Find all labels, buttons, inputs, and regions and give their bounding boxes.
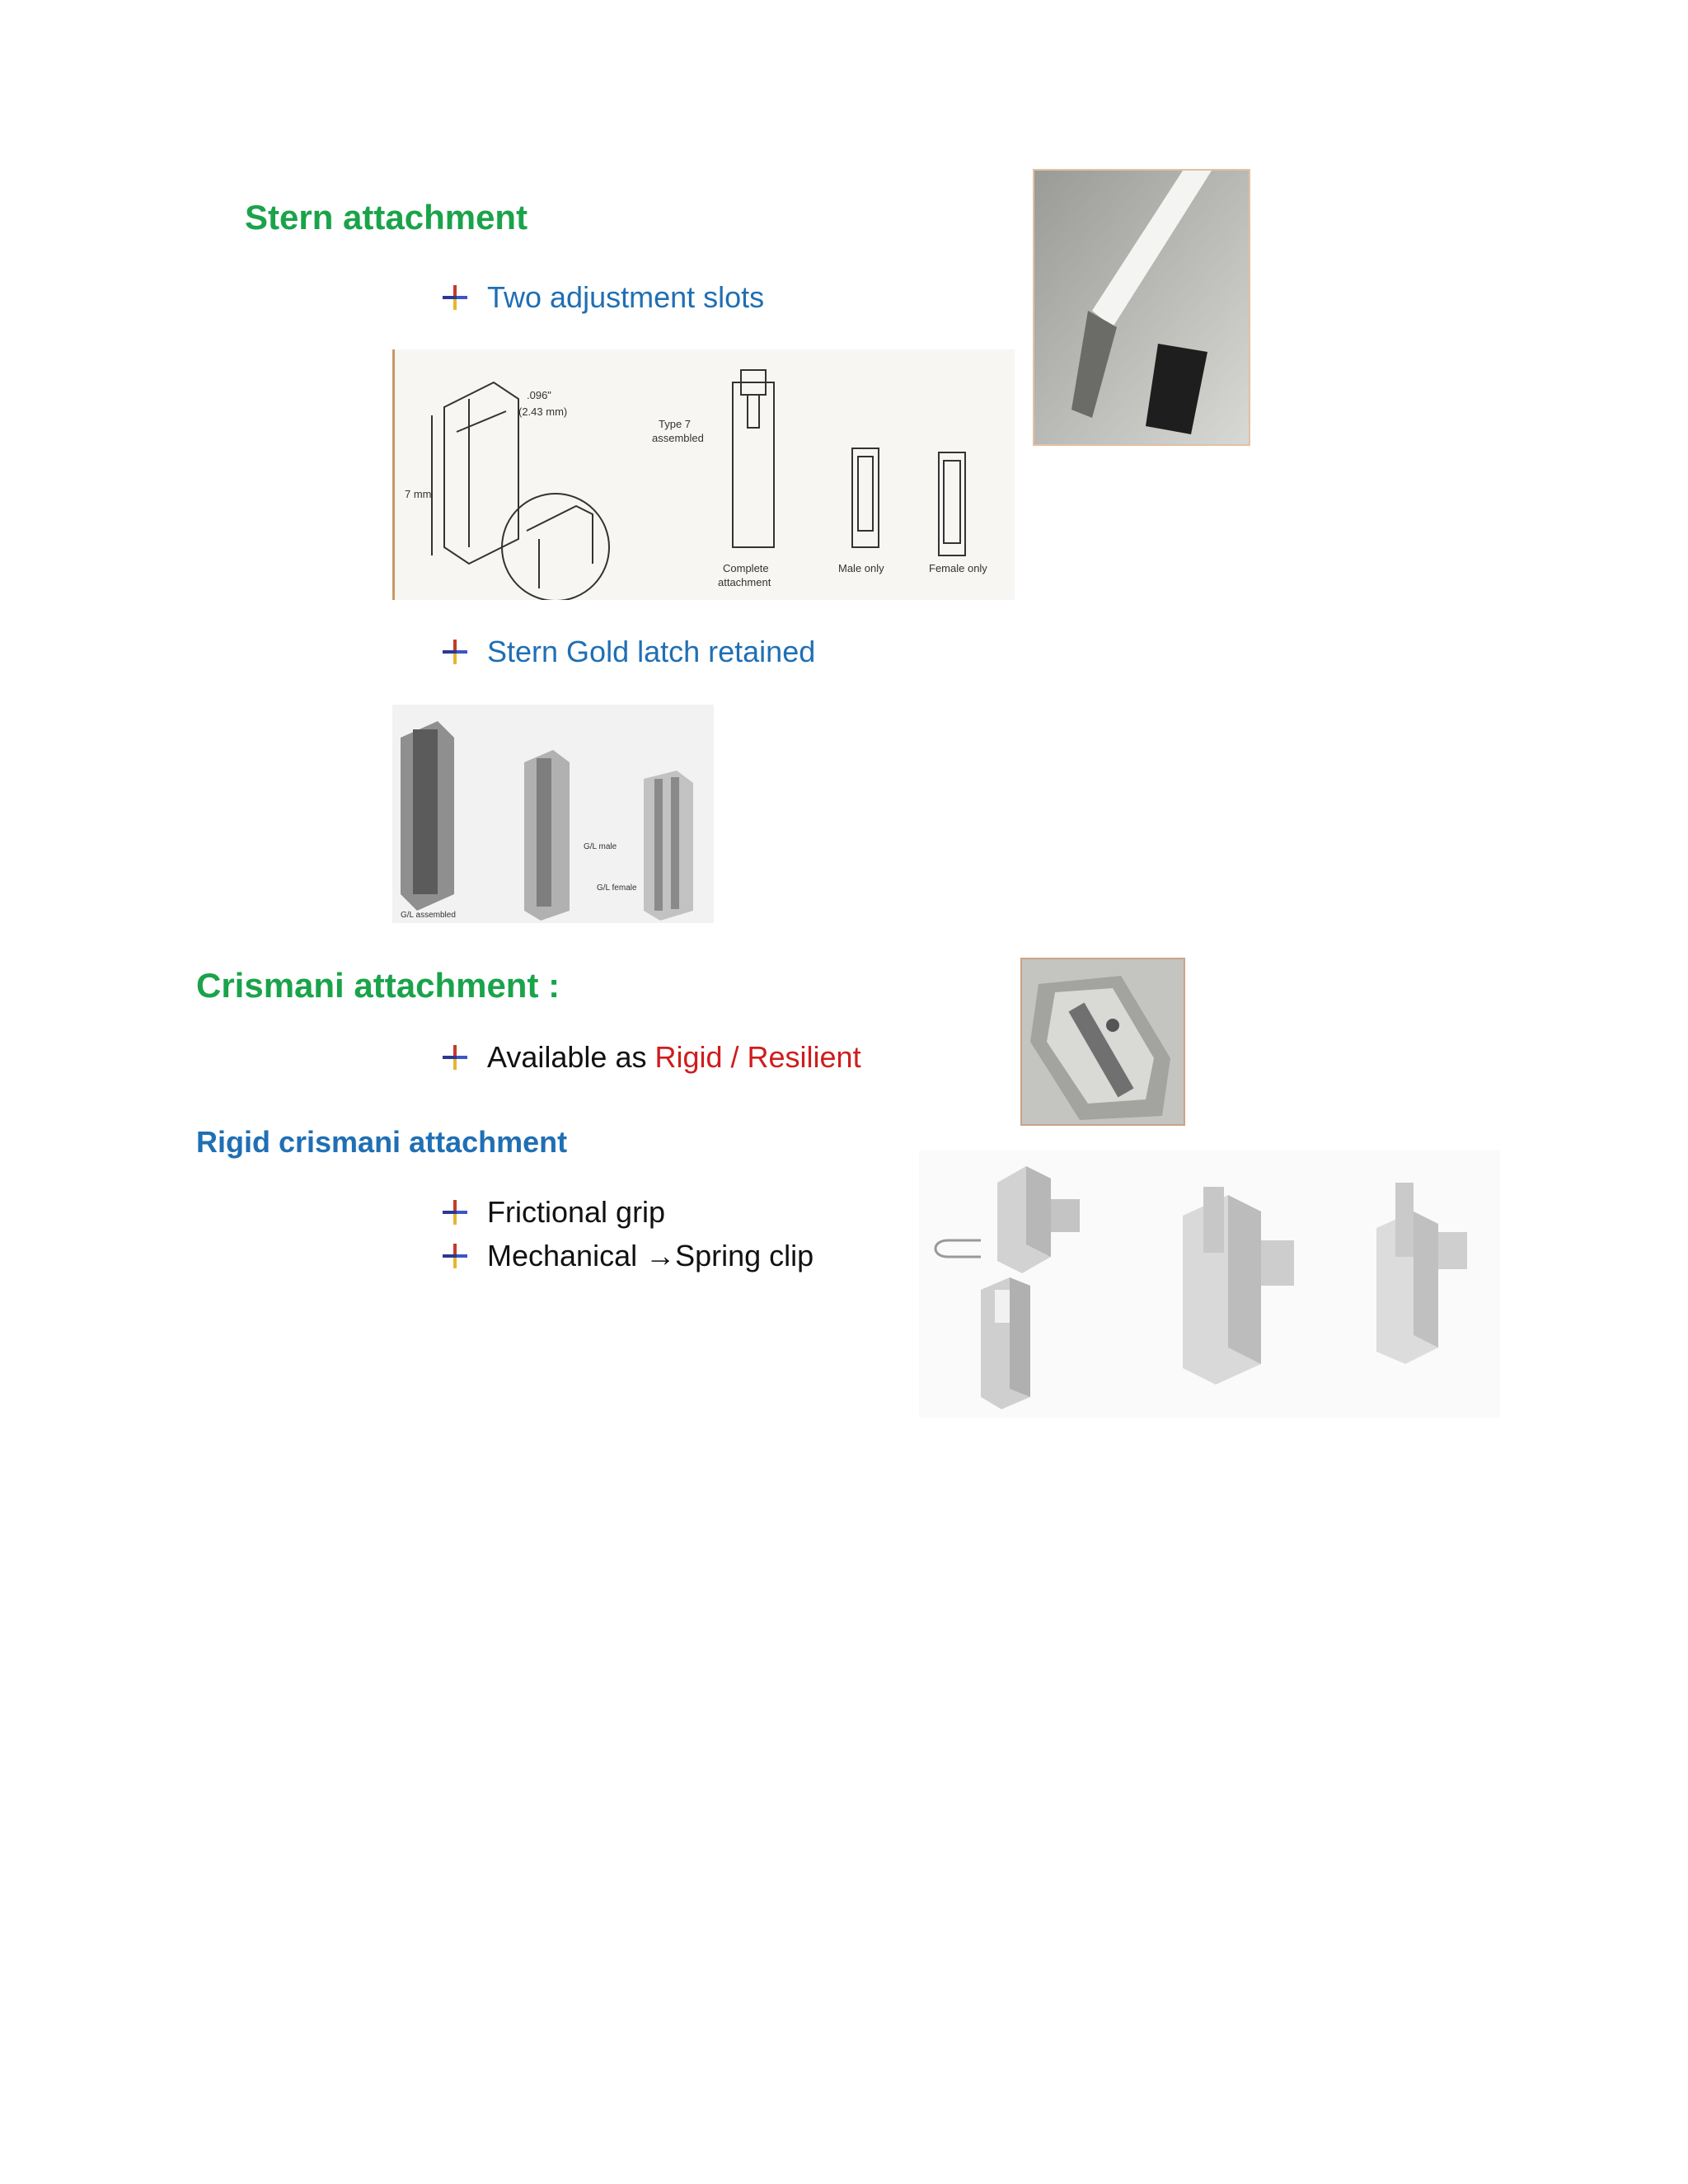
bullet-icon: [439, 636, 471, 668]
dim-top-label: .096": [527, 389, 551, 401]
stern-diagram-svg: [395, 349, 1015, 600]
crismani-parts-svg: [919, 1150, 1500, 1418]
spring-clip: [935, 1240, 981, 1257]
crismani-photo-svg: [1022, 959, 1184, 1124]
complete-label-2: attachment: [718, 576, 771, 588]
crismani-part-assembled-1: [1183, 1187, 1294, 1385]
stern-complete-attachment: [733, 370, 774, 547]
bullet-icon: [439, 1197, 471, 1228]
dim-mm-label: (2.43 mm): [518, 405, 568, 418]
bullet-icon: [439, 282, 471, 313]
bullet-text: Stern Gold latch retained: [487, 635, 816, 668]
mechanical-prefix: Mechanical: [487, 1239, 646, 1272]
rigid-crismani-subtitle: Rigid crismani attachment: [196, 1125, 568, 1159]
stern-female-only: [939, 452, 965, 555]
stern-part-a: [432, 382, 518, 564]
gold-latch-photo: [392, 705, 714, 923]
type-label-2: assembled: [652, 432, 704, 444]
mechanical-suffix: Spring clip: [675, 1239, 814, 1272]
available-prefix: Available as: [487, 1040, 655, 1074]
female-only-label: Female only: [929, 562, 987, 574]
gl-female: [644, 771, 693, 921]
gl-male-label: G/L male: [584, 842, 617, 851]
circle-inset: [502, 494, 609, 600]
gl-assembled: [401, 721, 454, 911]
stern-attachment-diagram: [392, 349, 1015, 600]
available-value: Rigid / Resilient: [654, 1040, 861, 1074]
stern-attachment-title: Stern attachment: [245, 198, 528, 237]
gl-male: [524, 750, 570, 921]
bullet-mechanical: [439, 1239, 814, 1273]
bullet-stern-gold-latch: [439, 635, 815, 669]
crismani-part-assembled-2: [1376, 1183, 1467, 1364]
complete-label-1: Complete: [723, 562, 769, 574]
arrow-icon: →: [645, 1239, 676, 1272]
bullet-icon: [439, 1240, 471, 1272]
gl-assembled-label: G/L assembled: [401, 911, 456, 920]
bullet-text: Two adjustment slots: [487, 280, 765, 314]
crismani-attachment-title: Crismani attachment :: [196, 966, 560, 1005]
bullet-available-as: [439, 1040, 861, 1075]
bullet-frictional-grip: [439, 1195, 665, 1230]
crismani-part-1: [997, 1166, 1080, 1273]
male-only-label: Male only: [838, 562, 884, 574]
dim-side-label: 7 mm: [405, 488, 432, 500]
bullet-icon: [439, 1042, 471, 1073]
bullet-text: Frictional grip: [487, 1195, 666, 1229]
crismani-photo: [1020, 958, 1185, 1126]
crismani-parts-illustration: [919, 1150, 1500, 1418]
stern-attachment-photo: [1033, 169, 1250, 446]
bullet-two-adjustment-slots: [439, 280, 764, 315]
stern-male-only: [852, 448, 879, 547]
gl-female-label: G/L female: [597, 883, 637, 893]
stern-photo-svg: [1034, 171, 1249, 444]
gold-latch-svg: [392, 705, 714, 923]
crismani-part-2: [981, 1277, 1030, 1409]
type-label-1: Type 7: [659, 418, 692, 430]
